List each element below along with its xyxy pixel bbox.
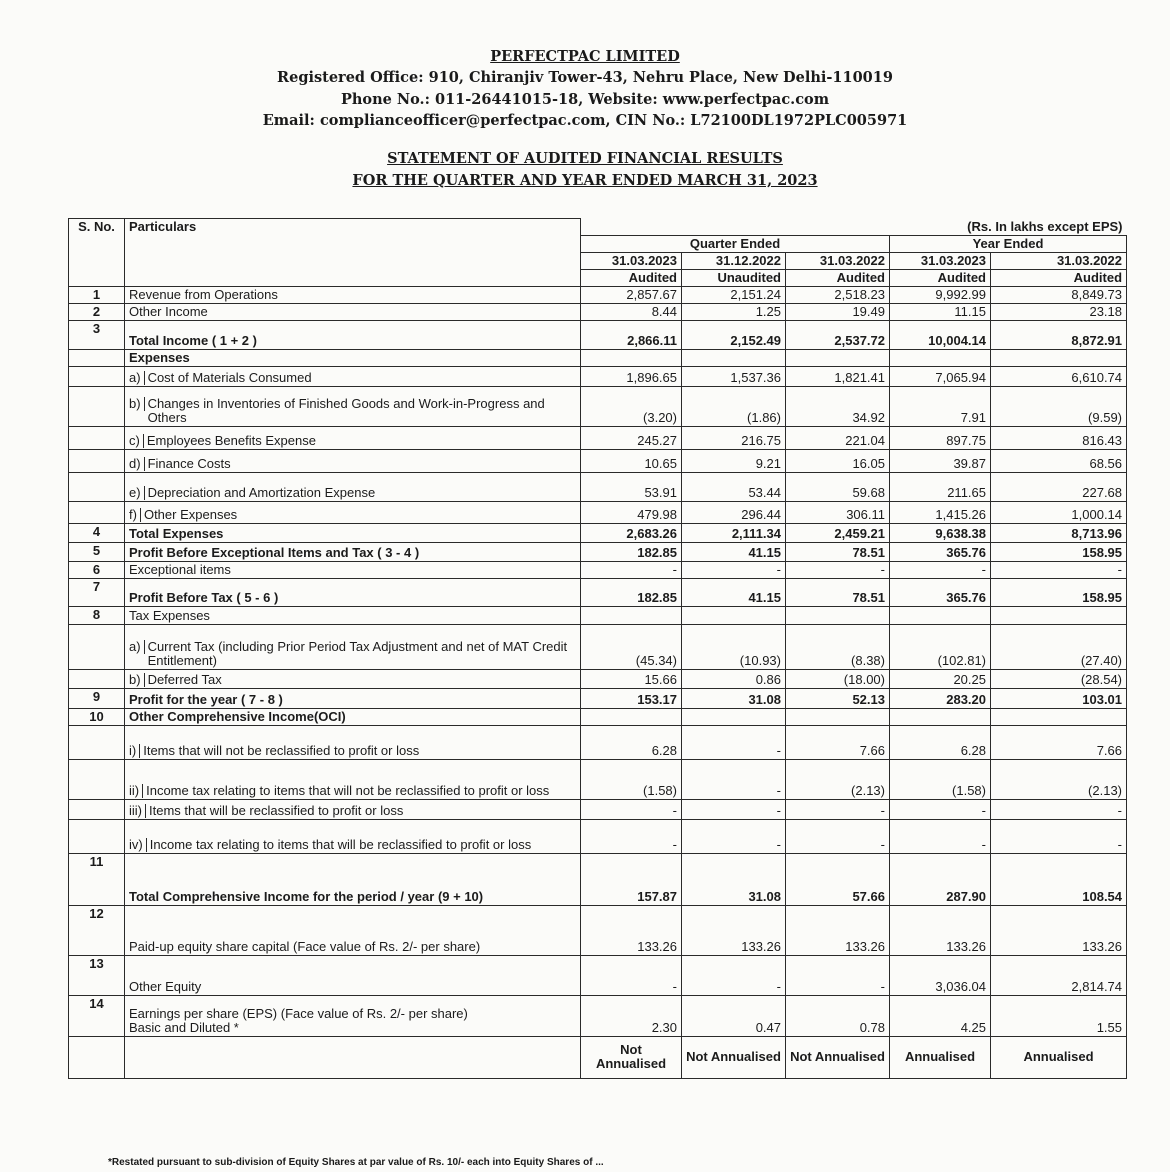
row-number: 2 xyxy=(69,303,125,320)
value-cell: 59.68 xyxy=(786,472,890,501)
value-cell: 11.15 xyxy=(890,303,991,320)
row-label xyxy=(125,606,581,624)
row-label xyxy=(125,708,581,725)
value-cell: 19.49 xyxy=(786,303,890,320)
table-row xyxy=(69,501,1127,523)
value-cell: 157.87 xyxy=(581,853,682,905)
table-row xyxy=(69,799,1127,819)
value-cell xyxy=(786,349,890,366)
value-cell: (2.13) xyxy=(991,759,1127,799)
phone-website: Phone No.: 011-26441015-18, Website: www.perfectpac.com xyxy=(340,91,830,108)
value-cell xyxy=(991,708,1127,725)
sub-item-key: b) xyxy=(129,673,145,687)
value-cell: (3.20) xyxy=(581,386,682,426)
value-cell: 16.05 xyxy=(786,449,890,472)
table-row xyxy=(69,995,1127,1036)
table-row xyxy=(69,688,1127,708)
value-cell: 31.08 xyxy=(682,688,786,708)
sub-item-key: iv) xyxy=(129,838,147,852)
value-cell: - xyxy=(581,819,682,853)
table-row xyxy=(69,472,1127,501)
table-row xyxy=(69,561,1127,578)
value-cell: - xyxy=(991,561,1127,578)
value-cell: 0.47 xyxy=(682,995,786,1036)
row-number xyxy=(69,501,125,523)
table-row xyxy=(69,905,1127,955)
value-cell: 897.75 xyxy=(890,426,991,449)
value-cell: 365.76 xyxy=(890,542,991,561)
table-row xyxy=(69,286,1127,303)
value-cell: 39.87 xyxy=(890,449,991,472)
sub-item-label: Employees Benefits Expense xyxy=(146,432,316,448)
value-cell: 15.66 xyxy=(581,669,682,688)
value-cell: 479.98 xyxy=(581,501,682,523)
row-label xyxy=(125,799,581,819)
row-number xyxy=(69,366,125,386)
row-label xyxy=(125,578,581,606)
item-label-secondary: Basic and Diluted * xyxy=(129,1019,239,1035)
table-row xyxy=(69,708,1127,725)
item-label: Other Equity xyxy=(129,978,202,994)
table-row xyxy=(69,303,1127,320)
value-cell xyxy=(682,606,786,624)
empty-cell xyxy=(69,1036,125,1078)
sub-item-label: Cost of Materials Consumed xyxy=(147,369,312,385)
row-label xyxy=(125,688,581,708)
row-number xyxy=(69,725,125,759)
value-cell: (8.38) xyxy=(786,624,890,669)
row-number xyxy=(69,759,125,799)
value-cell: 2,151.24 xyxy=(682,286,786,303)
row-label xyxy=(125,955,581,995)
table-row xyxy=(69,386,1127,426)
item-label: Exceptional items xyxy=(129,561,231,577)
value-cell: 7,065.94 xyxy=(890,366,991,386)
value-cell: - xyxy=(890,561,991,578)
row-number: 11 xyxy=(69,853,125,905)
row-number xyxy=(69,449,125,472)
value-cell: 2,537.72 xyxy=(786,320,890,349)
value-cell: - xyxy=(682,561,786,578)
value-cell: 2.30 xyxy=(581,995,682,1036)
annualised-label: Annualised xyxy=(890,1036,991,1078)
value-cell: 3,036.04 xyxy=(890,955,991,995)
value-cell xyxy=(682,708,786,725)
value-cell: 133.26 xyxy=(890,905,991,955)
units-note: (Rs. In lakhs except EPS) xyxy=(581,219,1127,236)
value-cell xyxy=(991,349,1127,366)
row-number xyxy=(69,426,125,449)
value-cell: - xyxy=(682,799,786,819)
value-cell: - xyxy=(581,955,682,995)
value-cell xyxy=(786,606,890,624)
audit-status: Audited xyxy=(890,269,991,286)
value-cell: 2,459.21 xyxy=(786,523,890,542)
particulars-header: Particulars xyxy=(125,219,581,287)
value-cell: 1.25 xyxy=(682,303,786,320)
row-label xyxy=(125,905,581,955)
value-cell: - xyxy=(890,799,991,819)
row-number: 9 xyxy=(69,688,125,708)
row-label xyxy=(125,725,581,759)
value-cell: - xyxy=(581,799,682,819)
value-cell: 78.51 xyxy=(786,542,890,561)
item-label: Profit Before Exceptional Items and Tax ( 3 - 4 ) xyxy=(129,544,420,560)
value-cell: 133.26 xyxy=(581,905,682,955)
table-row xyxy=(69,819,1127,853)
value-cell: - xyxy=(682,955,786,995)
value-cell: 7.66 xyxy=(991,725,1127,759)
sub-item-label: Other Expenses xyxy=(143,506,238,522)
annualised-label: Not Annualised xyxy=(682,1036,786,1078)
value-cell: - xyxy=(786,955,890,995)
value-cell: 1.55 xyxy=(991,995,1127,1036)
value-cell: 2,866.11 xyxy=(581,320,682,349)
sub-item-key: e) xyxy=(129,486,145,500)
row-label xyxy=(125,366,581,386)
annualised-label: Annualised xyxy=(991,1036,1127,1078)
table-row xyxy=(69,624,1127,669)
value-cell: 53.44 xyxy=(682,472,786,501)
value-cell: - xyxy=(682,725,786,759)
footnote: *Restated pursuant to sub-division of Equity Shares at par value of Rs. 10/- each into Equity Shares of ... xyxy=(108,1157,604,1168)
value-cell: - xyxy=(682,819,786,853)
value-cell: (1.58) xyxy=(890,759,991,799)
row-number: 6 xyxy=(69,561,125,578)
value-cell: 78.51 xyxy=(786,578,890,606)
item-label: Profit Before Tax ( 5 - 6 ) xyxy=(129,589,279,605)
row-number xyxy=(69,349,125,366)
value-cell: 211.65 xyxy=(890,472,991,501)
row-label xyxy=(125,759,581,799)
row-number: 8 xyxy=(69,606,125,624)
value-cell: 216.75 xyxy=(682,426,786,449)
value-cell: 4.25 xyxy=(890,995,991,1036)
value-cell xyxy=(991,606,1127,624)
registered-office: Registered Office: 910, Chiranjiv Tower-43, Nehru Place, New Delhi-110019 xyxy=(277,69,893,86)
value-cell: 133.26 xyxy=(991,905,1127,955)
row-label xyxy=(125,426,581,449)
table-row xyxy=(69,349,1127,366)
sub-item-label: Current Tax (including Prior Period Tax Adjustment and net of MAT Credit Entitlement) xyxy=(147,638,568,668)
value-cell: (45.34) xyxy=(581,624,682,669)
value-cell: - xyxy=(682,759,786,799)
sub-item-label: Items that will not be reclassified to profit or loss xyxy=(143,742,420,758)
item-label: Total Comprehensive Income for the period / year (9 + 10) xyxy=(129,888,484,904)
value-cell: 6.28 xyxy=(890,725,991,759)
value-cell: - xyxy=(786,561,890,578)
sub-item-label: Changes in Inventories of Finished Goods and Work-in-Progress and Others xyxy=(147,395,545,425)
value-cell: 8,713.96 xyxy=(991,523,1127,542)
table-row xyxy=(69,725,1127,759)
value-cell: 20.25 xyxy=(890,669,991,688)
row-number: 1 xyxy=(69,286,125,303)
value-cell: 8,849.73 xyxy=(991,286,1127,303)
row-number: 14 xyxy=(69,995,125,1036)
value-cell: 2,518.23 xyxy=(786,286,890,303)
sub-item-key: f) xyxy=(129,508,141,522)
value-cell: 0.86 xyxy=(682,669,786,688)
value-cell: 287.90 xyxy=(890,853,991,905)
value-cell: 8,872.91 xyxy=(991,320,1127,349)
sub-item-key: b) xyxy=(129,397,145,411)
row-number: 12 xyxy=(69,905,125,955)
value-cell xyxy=(581,349,682,366)
value-cell: 1,821.41 xyxy=(786,366,890,386)
item-label: Paid-up equity share capital (Face value of Rs. 2/- per share) xyxy=(129,938,481,954)
row-label xyxy=(125,669,581,688)
value-cell: 23.18 xyxy=(991,303,1127,320)
value-cell: 9,638.38 xyxy=(890,523,991,542)
value-cell: (10.93) xyxy=(682,624,786,669)
value-cell xyxy=(786,708,890,725)
row-label xyxy=(125,624,581,669)
date-header: 31.03.2023 xyxy=(890,252,991,269)
value-cell: 53.91 xyxy=(581,472,682,501)
value-cell: 158.95 xyxy=(991,542,1127,561)
audit-status: Audited xyxy=(786,269,890,286)
table-row xyxy=(69,320,1127,349)
value-cell: 68.56 xyxy=(991,449,1127,472)
row-label xyxy=(125,523,581,542)
table-row xyxy=(69,606,1127,624)
value-cell xyxy=(581,708,682,725)
table-row xyxy=(69,853,1127,905)
item-label: Other Income xyxy=(129,303,208,319)
row-number: 3 xyxy=(69,320,125,349)
sub-item-label: Income tax relating to items that will be reclassified to profit or loss xyxy=(149,836,532,852)
row-label xyxy=(125,320,581,349)
value-cell: 41.15 xyxy=(682,578,786,606)
value-cell: (2.13) xyxy=(786,759,890,799)
table-row xyxy=(69,523,1127,542)
item-label: Other Comprehensive Income(OCI) xyxy=(129,708,346,724)
value-cell: 7.66 xyxy=(786,725,890,759)
audit-status: Audited xyxy=(991,269,1127,286)
value-cell: (102.81) xyxy=(890,624,991,669)
row-number xyxy=(69,472,125,501)
value-cell: 1,537.36 xyxy=(682,366,786,386)
row-label xyxy=(125,472,581,501)
value-cell: 1,896.65 xyxy=(581,366,682,386)
value-cell: 182.85 xyxy=(581,578,682,606)
row-label xyxy=(125,286,581,303)
table-row xyxy=(69,449,1127,472)
item-label: Revenue from Operations xyxy=(129,286,278,302)
sub-item-key: i) xyxy=(129,744,140,758)
row-number xyxy=(69,624,125,669)
value-cell: 10,004.14 xyxy=(890,320,991,349)
value-cell xyxy=(682,349,786,366)
row-number xyxy=(69,386,125,426)
statement-subtitle: FOR THE QUARTER AND YEAR ENDED MARCH 31, 2023 xyxy=(352,172,818,189)
value-cell: 158.95 xyxy=(991,578,1127,606)
value-cell: (1.86) xyxy=(682,386,786,426)
table-row xyxy=(69,578,1127,606)
annualised-label: Not Annualised xyxy=(786,1036,890,1078)
quarter-ended-header: Quarter Ended xyxy=(581,235,890,252)
value-cell: 306.11 xyxy=(786,501,890,523)
value-cell: 133.26 xyxy=(682,905,786,955)
item-label: Total Expenses xyxy=(129,525,224,541)
value-cell: 296.44 xyxy=(682,501,786,523)
row-number: 10 xyxy=(69,708,125,725)
date-header: 31.12.2022 xyxy=(682,252,786,269)
value-cell: 57.66 xyxy=(786,853,890,905)
company-name: PERFECTPAC LIMITED xyxy=(490,48,680,65)
value-cell: 103.01 xyxy=(991,688,1127,708)
email-cin: Email: complianceofficer@perfectpac.com, CIN No.: L72100DL1972PLC005971 xyxy=(262,112,908,129)
value-cell: 41.15 xyxy=(682,542,786,561)
row-number: 13 xyxy=(69,955,125,995)
value-cell: 153.17 xyxy=(581,688,682,708)
value-cell: 365.76 xyxy=(890,578,991,606)
date-header: 31.03.2023 xyxy=(581,252,682,269)
sub-item-key: a) xyxy=(129,640,145,654)
value-cell: 1,000.14 xyxy=(991,501,1127,523)
audit-status: Unaudited xyxy=(682,269,786,286)
value-cell: 2,111.34 xyxy=(682,523,786,542)
value-cell: (18.00) xyxy=(786,669,890,688)
item-label: Tax Expenses xyxy=(129,607,210,623)
row-label xyxy=(125,853,581,905)
value-cell: 283.20 xyxy=(890,688,991,708)
value-cell: - xyxy=(786,819,890,853)
value-cell: 1,415.26 xyxy=(890,501,991,523)
statement-title: STATEMENT OF AUDITED FINANCIAL RESULTS xyxy=(387,150,783,167)
sub-item-label: Income tax relating to items that will not be reclassified to profit or loss xyxy=(146,782,550,798)
value-cell: 221.04 xyxy=(786,426,890,449)
value-cell: 2,683.26 xyxy=(581,523,682,542)
row-label xyxy=(125,995,581,1036)
item-label: Expenses xyxy=(129,349,190,365)
value-cell xyxy=(890,708,991,725)
row-number xyxy=(69,819,125,853)
row-label xyxy=(125,542,581,561)
table-body xyxy=(69,286,1127,1078)
value-cell: 8.44 xyxy=(581,303,682,320)
value-cell: 2,814.74 xyxy=(991,955,1127,995)
value-cell xyxy=(581,606,682,624)
value-cell: 2,857.67 xyxy=(581,286,682,303)
audit-status: Audited xyxy=(581,269,682,286)
row-label xyxy=(125,501,581,523)
value-cell: 9.21 xyxy=(682,449,786,472)
row-number: 7 xyxy=(69,578,125,606)
table-row xyxy=(69,542,1127,561)
value-cell: - xyxy=(991,799,1127,819)
row-number xyxy=(69,799,125,819)
row-number xyxy=(69,669,125,688)
sub-item-key: a) xyxy=(129,371,145,385)
financial-results-table xyxy=(68,218,1127,1079)
table-row xyxy=(69,955,1127,995)
value-cell: 816.43 xyxy=(991,426,1127,449)
value-cell: (9.59) xyxy=(991,386,1127,426)
value-cell: 108.54 xyxy=(991,853,1127,905)
sub-item-key: iii) xyxy=(129,804,146,818)
value-cell: 10.65 xyxy=(581,449,682,472)
sub-item-label: Finance Costs xyxy=(147,455,231,471)
sub-item-key: d) xyxy=(129,457,145,471)
value-cell xyxy=(890,606,991,624)
sub-item-label: Deferred Tax xyxy=(147,671,222,687)
sub-item-key: c) xyxy=(129,434,144,448)
value-cell: 227.68 xyxy=(991,472,1127,501)
value-cell: 31.08 xyxy=(682,853,786,905)
row-number: 5 xyxy=(69,542,125,561)
value-cell: 6.28 xyxy=(581,725,682,759)
row-label xyxy=(125,561,581,578)
value-cell: (27.40) xyxy=(991,624,1127,669)
value-cell: - xyxy=(786,799,890,819)
row-label xyxy=(125,819,581,853)
table-row xyxy=(69,759,1127,799)
sno-header: S. No. xyxy=(69,219,125,287)
table-row xyxy=(69,426,1127,449)
sub-item-label: Items that will be reclassified to profit or loss xyxy=(149,802,404,818)
date-header: 31.03.2022 xyxy=(991,252,1127,269)
row-label xyxy=(125,303,581,320)
value-cell: 6,610.74 xyxy=(991,366,1127,386)
value-cell: - xyxy=(890,819,991,853)
value-cell: 133.26 xyxy=(786,905,890,955)
value-cell: - xyxy=(991,819,1127,853)
value-cell: 7.91 xyxy=(890,386,991,426)
table-row xyxy=(69,366,1127,386)
value-cell: 245.27 xyxy=(581,426,682,449)
value-cell: 52.13 xyxy=(786,688,890,708)
value-cell: 2,152.49 xyxy=(682,320,786,349)
value-cell xyxy=(890,349,991,366)
table-row xyxy=(69,669,1127,688)
value-cell: (1.58) xyxy=(581,759,682,799)
value-cell: 0.78 xyxy=(786,995,890,1036)
item-label: Earnings per share (EPS) (Face value of Rs. 2/- per share) xyxy=(129,1005,468,1021)
item-label: Total Income ( 1 + 2 ) xyxy=(129,332,257,348)
sub-item-label: Depreciation and Amortization Expense xyxy=(147,484,376,500)
value-cell: (28.54) xyxy=(991,669,1127,688)
row-label xyxy=(125,386,581,426)
row-label xyxy=(125,349,581,366)
annualised-label: Not Annualised xyxy=(581,1036,682,1078)
row-label xyxy=(125,449,581,472)
header-row xyxy=(69,219,1127,236)
empty-cell xyxy=(125,1036,581,1078)
value-cell: 182.85 xyxy=(581,542,682,561)
sub-item-key: ii) xyxy=(129,784,143,798)
value-cell: - xyxy=(581,561,682,578)
date-header: 31.03.2022 xyxy=(786,252,890,269)
value-cell: 9,992.99 xyxy=(890,286,991,303)
row-number: 4 xyxy=(69,523,125,542)
annualised-row xyxy=(69,1036,1127,1078)
year-ended-header: Year Ended xyxy=(890,235,1127,252)
item-label: Profit for the year ( 7 - 8 ) xyxy=(129,691,283,707)
value-cell: 34.92 xyxy=(786,386,890,426)
